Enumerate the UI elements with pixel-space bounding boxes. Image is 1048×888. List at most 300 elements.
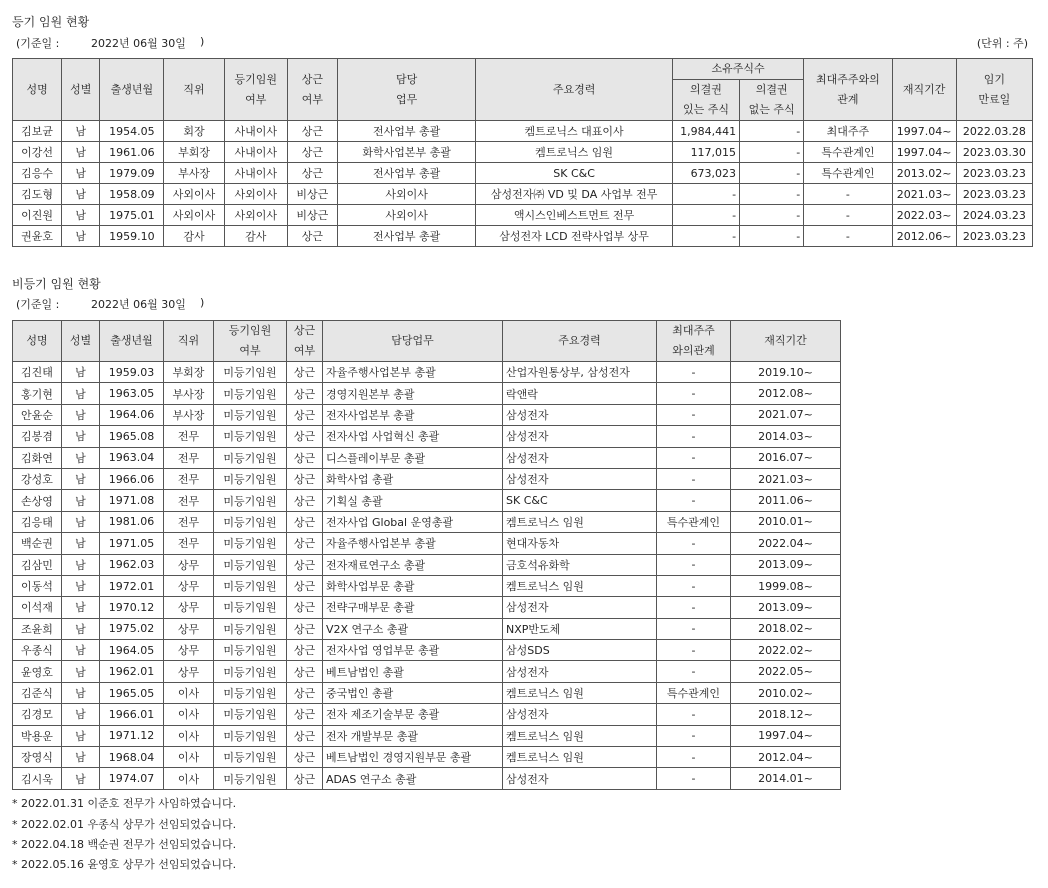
section2-basis-close: ) xyxy=(200,296,205,309)
table-cell: 남 xyxy=(62,533,100,554)
table-cell: 상무 xyxy=(164,618,214,639)
table-cell: 2022.03~ xyxy=(892,205,956,226)
table-row xyxy=(13,682,841,703)
table-cell: 켐트로닉스 임원 xyxy=(503,682,657,703)
table-cell: 남 xyxy=(62,142,100,163)
table-cell: 미등기임원 xyxy=(214,640,287,661)
table-cell: 경영지원본부 총괄 xyxy=(323,383,503,404)
table-cell: 1975.01 xyxy=(100,205,164,226)
table-cell: 켐트로닉스 임원 xyxy=(503,575,657,596)
table-cell: 특수관계인 xyxy=(804,163,892,184)
table-row xyxy=(13,554,841,575)
table-cell: 2022.03.28 xyxy=(956,121,1032,142)
table-row xyxy=(13,362,841,383)
table-row xyxy=(13,490,841,511)
table-cell: 미등기임원 xyxy=(214,747,287,768)
table-cell: 강성호 xyxy=(13,468,62,489)
header2-gender: 성별 xyxy=(62,321,100,362)
table-cell: 김봉겸 xyxy=(13,426,62,447)
table-cell: 이사 xyxy=(164,704,214,725)
table-cell: 2021.07~ xyxy=(731,404,841,425)
header-gender: 성별 xyxy=(62,59,100,121)
table-cell: 상근 xyxy=(287,511,323,532)
table-cell: 이강선 xyxy=(13,142,62,163)
table-cell: 1975.02 xyxy=(100,618,164,639)
table-cell: 사외이사 xyxy=(337,184,475,205)
table-cell: SK C&C xyxy=(503,490,657,511)
table-cell: 미등기임원 xyxy=(214,554,287,575)
table-cell: 2012.04~ xyxy=(731,747,841,768)
table-cell: 감사 xyxy=(164,226,224,247)
table-cell: 2012.08~ xyxy=(731,383,841,404)
table-cell: 1997.04~ xyxy=(731,725,841,746)
table-cell: 사외이사 xyxy=(164,205,224,226)
registered-officers-table xyxy=(12,58,1033,247)
table-cell: 1964.06 xyxy=(100,404,164,425)
table-cell: 남 xyxy=(62,554,100,575)
header-position: 직위 xyxy=(164,59,224,121)
table-cell: 부회장 xyxy=(164,142,224,163)
table-cell: 김도형 xyxy=(13,184,62,205)
table-cell: 박용운 xyxy=(13,725,62,746)
table-cell: 전무 xyxy=(164,490,214,511)
table-cell: 남 xyxy=(62,121,100,142)
header-nonvoting: 의결권 없는 주식 xyxy=(740,80,804,121)
table-cell: 남 xyxy=(62,597,100,618)
table-cell: - xyxy=(657,597,731,618)
table-cell: 액시스인베스트먼트 전무 xyxy=(476,205,673,226)
table-cell: 김화연 xyxy=(13,447,62,468)
table-cell: 상근 xyxy=(287,575,323,596)
table-row xyxy=(13,533,841,554)
table-cell: 전자사업 영업부문 총괄 xyxy=(323,640,503,661)
table-cell: 1965.05 xyxy=(100,682,164,703)
table-cell: 이사 xyxy=(164,768,214,789)
table-cell: - xyxy=(740,226,804,247)
table-cell: 이석재 xyxy=(13,597,62,618)
table-cell: 1954.05 xyxy=(100,121,164,142)
table-cell: 상근 xyxy=(287,661,323,682)
table-cell: 상근 xyxy=(287,554,323,575)
table-cell: 남 xyxy=(62,447,100,468)
table-cell: 2023.03.30 xyxy=(956,142,1032,163)
table-row xyxy=(13,383,841,404)
non-registered-officers-table xyxy=(12,320,841,790)
table-cell: 비상근 xyxy=(287,184,337,205)
table-cell: - xyxy=(657,618,731,639)
table-cell: 남 xyxy=(62,226,100,247)
table-row xyxy=(13,511,841,532)
table-cell: 상근 xyxy=(287,533,323,554)
table-cell: 1963.05 xyxy=(100,383,164,404)
header-duty: 담당 업무 xyxy=(337,59,475,121)
table-cell: 1979.09 xyxy=(100,163,164,184)
table-cell: 1959.10 xyxy=(100,226,164,247)
table-cell: - xyxy=(657,747,731,768)
table-cell: 1999.08~ xyxy=(731,575,841,596)
table-cell: 화학사업 총괄 xyxy=(323,468,503,489)
table-cell: - xyxy=(657,640,731,661)
table-cell: 2010.02~ xyxy=(731,682,841,703)
header-fulltime: 상근 여부 xyxy=(287,59,337,121)
table-cell: 남 xyxy=(62,468,100,489)
table-cell: 미등기임원 xyxy=(214,404,287,425)
header-shares: 소유주식수 xyxy=(672,59,803,80)
table-cell: 윤영호 xyxy=(13,661,62,682)
table-cell: 상근 xyxy=(287,163,337,184)
table-cell: 미등기임원 xyxy=(214,490,287,511)
table-cell: 미등기임원 xyxy=(214,426,287,447)
table-cell: 전무 xyxy=(164,447,214,468)
table-cell: 전사업부 총괄 xyxy=(337,163,475,184)
table-cell: 2013.02~ xyxy=(892,163,956,184)
table-cell: 2023.03.23 xyxy=(956,163,1032,184)
table-cell: 1959.03 xyxy=(100,362,164,383)
table-cell: 상근 xyxy=(287,704,323,725)
table-cell: 삼성SDS xyxy=(503,640,657,661)
table-cell: 2018.02~ xyxy=(731,618,841,639)
table-row xyxy=(13,404,841,425)
table-cell: - xyxy=(657,704,731,725)
table-cell: 남 xyxy=(62,768,100,789)
header2-career: 주요경력 xyxy=(503,321,657,362)
table-cell: 사외이사 xyxy=(224,205,287,226)
table-cell: - xyxy=(804,205,892,226)
header-term: 임기 만료일 xyxy=(956,59,1032,121)
table-cell: 삼성전자 xyxy=(503,468,657,489)
table-cell: 2022.05~ xyxy=(731,661,841,682)
table-cell: 사외이사 xyxy=(337,205,475,226)
table-cell: 남 xyxy=(62,725,100,746)
table-cell: 자율주행사업본부 총괄 xyxy=(323,362,503,383)
table-cell: V2X 연구소 총괄 xyxy=(323,618,503,639)
table-cell: 삼성전자 xyxy=(503,661,657,682)
table-cell: SK C&C xyxy=(476,163,673,184)
table-cell: 117,015 xyxy=(672,142,739,163)
table-cell: - xyxy=(657,533,731,554)
table-cell: 1961.06 xyxy=(100,142,164,163)
table-cell: 1958.09 xyxy=(100,184,164,205)
table-cell: 전무 xyxy=(164,468,214,489)
table-cell: 기획실 총괄 xyxy=(323,490,503,511)
table-cell: 2016.07~ xyxy=(731,447,841,468)
table-cell: 1971.05 xyxy=(100,533,164,554)
table-cell: 우종식 xyxy=(13,640,62,661)
table-row xyxy=(13,426,841,447)
table-cell: 미등기임원 xyxy=(214,725,287,746)
table-cell: - xyxy=(657,426,731,447)
table-cell: 미등기임원 xyxy=(214,682,287,703)
table-cell: 1971.08 xyxy=(100,490,164,511)
table-cell: 2014.01~ xyxy=(731,768,841,789)
table-row xyxy=(13,747,841,768)
table-cell: 남 xyxy=(62,362,100,383)
table-cell: 상근 xyxy=(287,404,323,425)
table-cell: 김준식 xyxy=(13,682,62,703)
section2-basis-date: 2022년 06월 30일 xyxy=(91,298,186,311)
table-cell: 1974.07 xyxy=(100,768,164,789)
table-cell: 2023.03.23 xyxy=(956,226,1032,247)
table-cell: 중국법인 총괄 xyxy=(323,682,503,703)
table-cell: - xyxy=(657,725,731,746)
table-cell: 1972.01 xyxy=(100,575,164,596)
table-cell: - xyxy=(740,121,804,142)
table-cell: 김응태 xyxy=(13,511,62,532)
table-cell: 남 xyxy=(62,640,100,661)
table-cell: 상근 xyxy=(287,618,323,639)
table-cell: 삼성전자 LCD 전략사업부 상무 xyxy=(476,226,673,247)
table-cell: 남 xyxy=(62,511,100,532)
table-cell: 사외이사 xyxy=(164,184,224,205)
table-cell: 1997.04~ xyxy=(892,121,956,142)
table-cell: 이진원 xyxy=(13,205,62,226)
table-cell: - xyxy=(657,490,731,511)
table-cell: 상무 xyxy=(164,554,214,575)
table-cell: 특수관계인 xyxy=(804,142,892,163)
table-cell: 백순권 xyxy=(13,533,62,554)
table-cell: - xyxy=(740,184,804,205)
table-cell: 켐트로닉스 임원 xyxy=(476,142,673,163)
table-cell: 삼성전자 xyxy=(503,768,657,789)
table-cell: 2021.03~ xyxy=(892,184,956,205)
header-name: 성명 xyxy=(13,59,62,121)
table-cell: 남 xyxy=(62,404,100,425)
table-row xyxy=(13,661,841,682)
table-cell: 상근 xyxy=(287,682,323,703)
table-cell: 미등기임원 xyxy=(214,704,287,725)
table-cell: 2024.03.23 xyxy=(956,205,1032,226)
table-cell: 전자사업본부 총괄 xyxy=(323,404,503,425)
section1-basis-date: 2022년 06월 30일 xyxy=(91,37,186,50)
table-cell: 전자사업 사업혁신 총괄 xyxy=(323,426,503,447)
table-cell: 삼성전자 xyxy=(503,426,657,447)
table-cell: 남 xyxy=(62,661,100,682)
table-cell: 2019.10~ xyxy=(731,362,841,383)
table-cell: 화학사업본부 총괄 xyxy=(337,142,475,163)
table-cell: 미등기임원 xyxy=(214,447,287,468)
table-cell: 삼성전자 xyxy=(503,704,657,725)
table-row xyxy=(13,163,1033,184)
table-cell: 상근 xyxy=(287,121,337,142)
table-cell: 1965.08 xyxy=(100,426,164,447)
table-cell: 산업자원통상부, 삼성전자 xyxy=(503,362,657,383)
table-cell: 1968.04 xyxy=(100,747,164,768)
header2-registered: 등기임원 여부 xyxy=(214,321,287,362)
header-registered: 등기임원 여부 xyxy=(224,59,287,121)
table-cell: 673,023 xyxy=(672,163,739,184)
table-cell: 1962.03 xyxy=(100,554,164,575)
table-cell: 미등기임원 xyxy=(214,383,287,404)
table-cell: 이사 xyxy=(164,747,214,768)
table-cell: 남 xyxy=(62,184,100,205)
table-cell: 현대자동차 xyxy=(503,533,657,554)
table-cell: - xyxy=(657,468,731,489)
table-cell: 디스플레이부문 총괄 xyxy=(323,447,503,468)
table-cell: 2012.06~ xyxy=(892,226,956,247)
table-cell: 1963.04 xyxy=(100,447,164,468)
table-cell: ADAS 연구소 총괄 xyxy=(323,768,503,789)
table-cell: 2021.03~ xyxy=(731,468,841,489)
table-cell: 이사 xyxy=(164,725,214,746)
table-cell: 켐트로닉스 임원 xyxy=(503,511,657,532)
header2-birth: 출생년월 xyxy=(100,321,164,362)
table-cell: 상근 xyxy=(287,142,337,163)
table-cell: 상근 xyxy=(287,226,337,247)
header2-name: 성명 xyxy=(13,321,62,362)
table-cell: 2023.03.23 xyxy=(956,184,1032,205)
table-cell: 켐트로닉스 대표이사 xyxy=(476,121,673,142)
header2-tenure: 재직기간 xyxy=(731,321,841,362)
table-cell: 상근 xyxy=(287,362,323,383)
table-cell: 1966.01 xyxy=(100,704,164,725)
table-cell: 상근 xyxy=(287,747,323,768)
table-cell: 상근 xyxy=(287,490,323,511)
table-cell: 켐트로닉스 임원 xyxy=(503,747,657,768)
table-cell: 남 xyxy=(62,682,100,703)
note-3: * 2022.04.18 백순권 전무가 선임되었습니다. xyxy=(12,838,237,851)
table-cell: 베트남법인 경영지원부문 총괄 xyxy=(323,747,503,768)
table-cell: 미등기임원 xyxy=(214,468,287,489)
header-tenure: 재직기간 xyxy=(892,59,956,121)
table-cell: 2014.03~ xyxy=(731,426,841,447)
table-cell: 감사 xyxy=(224,226,287,247)
table-cell: 전무 xyxy=(164,426,214,447)
table-cell: 금호석유화학 xyxy=(503,554,657,575)
note-4: * 2022.05.16 윤영호 상무가 선임되었습니다. xyxy=(12,858,237,871)
section1-unit: (단위 : 주) xyxy=(976,37,1028,50)
table-row xyxy=(13,618,841,639)
table-cell: 최대주주 xyxy=(804,121,892,142)
table-cell: 미등기임원 xyxy=(214,768,287,789)
table-cell: 안윤순 xyxy=(13,404,62,425)
table-cell: 상무 xyxy=(164,640,214,661)
table-cell: 사외이사 xyxy=(224,184,287,205)
table-row xyxy=(13,468,841,489)
table-row xyxy=(13,447,841,468)
table-cell: 미등기임원 xyxy=(214,575,287,596)
table-cell: 남 xyxy=(62,205,100,226)
table-cell: 특수관계인 xyxy=(657,682,731,703)
table-cell: 남 xyxy=(62,704,100,725)
table-cell: 베트남법인 총괄 xyxy=(323,661,503,682)
table-cell: 상근 xyxy=(287,468,323,489)
table-cell: 2013.09~ xyxy=(731,554,841,575)
table-cell: 전자재료연구소 총괄 xyxy=(323,554,503,575)
table-cell: - xyxy=(657,404,731,425)
table-row xyxy=(13,704,841,725)
table-cell: 장영식 xyxy=(13,747,62,768)
table-row xyxy=(13,226,1033,247)
note-1: * 2022.01.31 이준호 전무가 사임하였습니다. xyxy=(12,797,237,810)
table-cell: 1970.12 xyxy=(100,597,164,618)
table-cell: 김응수 xyxy=(13,163,62,184)
table-cell: 부사장 xyxy=(164,383,214,404)
table-cell: 부사장 xyxy=(164,404,214,425)
table-cell: 자율주행사업본부 총괄 xyxy=(323,533,503,554)
table-cell: 미등기임원 xyxy=(214,618,287,639)
table-row xyxy=(13,725,841,746)
table-cell: 1964.05 xyxy=(100,640,164,661)
table-cell: 미등기임원 xyxy=(214,362,287,383)
table-row xyxy=(13,768,841,789)
table-cell: 남 xyxy=(62,426,100,447)
table-cell: 전무 xyxy=(164,511,214,532)
section2-basis-label: (기준일 : xyxy=(16,298,60,311)
header2-fulltime: 상근 여부 xyxy=(287,321,323,362)
table-cell: 남 xyxy=(62,575,100,596)
table-cell: 김진태 xyxy=(13,362,62,383)
table-cell: 락앤락 xyxy=(503,383,657,404)
table-cell: 삼성전자 xyxy=(503,597,657,618)
table-cell: 상근 xyxy=(287,597,323,618)
header-voting: 의결권 있는 주식 xyxy=(672,80,739,121)
table-cell: - xyxy=(672,205,739,226)
table-cell: - xyxy=(804,184,892,205)
table-row xyxy=(13,184,1033,205)
table-cell: - xyxy=(804,226,892,247)
header-relation: 최대주주와의 관계 xyxy=(804,59,892,121)
table-row xyxy=(13,205,1033,226)
table-cell: 전사업부 총괄 xyxy=(337,226,475,247)
table-cell: 미등기임원 xyxy=(214,511,287,532)
table-cell: 1981.06 xyxy=(100,511,164,532)
table-cell: - xyxy=(672,226,739,247)
table-cell: 상근 xyxy=(287,768,323,789)
table-cell: 남 xyxy=(62,163,100,184)
header2-relation: 최대주주 와의관계 xyxy=(657,321,731,362)
section1-title: 등기 임원 현황 xyxy=(12,15,90,29)
table-cell: 남 xyxy=(62,490,100,511)
table-cell: 권윤호 xyxy=(13,226,62,247)
table-cell: 특수관계인 xyxy=(657,511,731,532)
table-cell: 사내이사 xyxy=(224,142,287,163)
note-2: * 2022.02.01 우종식 상무가 선임되었습니다. xyxy=(12,818,237,831)
table-cell: 상근 xyxy=(287,725,323,746)
table-cell: - xyxy=(657,554,731,575)
table-cell: 삼성전자㈜ VD 및 DA 사업부 전무 xyxy=(476,184,673,205)
table-cell: 1997.04~ xyxy=(892,142,956,163)
table-cell: 홍기현 xyxy=(13,383,62,404)
header2-position: 직위 xyxy=(164,321,214,362)
table-cell: 김경모 xyxy=(13,704,62,725)
header-birth: 출생년월 xyxy=(100,59,164,121)
table-cell: 상근 xyxy=(287,426,323,447)
table-cell: 전자 제조기술부문 총괄 xyxy=(323,704,503,725)
table-cell: 부사장 xyxy=(164,163,224,184)
table-cell: 이동석 xyxy=(13,575,62,596)
header-career: 주요경력 xyxy=(476,59,673,121)
table-cell: 1971.12 xyxy=(100,725,164,746)
table-cell: 전무 xyxy=(164,533,214,554)
table-cell: 켐트로닉스 임원 xyxy=(503,725,657,746)
table-cell: 미등기임원 xyxy=(214,533,287,554)
table-cell: 2010.01~ xyxy=(731,511,841,532)
section1-basis-label: (기준일 : xyxy=(16,37,60,50)
table-cell: - xyxy=(657,447,731,468)
table-cell: - xyxy=(657,575,731,596)
table-cell: - xyxy=(740,163,804,184)
table-cell: 김삼민 xyxy=(13,554,62,575)
table-cell: 상근 xyxy=(287,447,323,468)
table-cell: 회장 xyxy=(164,121,224,142)
table-cell: 미등기임원 xyxy=(214,661,287,682)
table-cell: 2022.02~ xyxy=(731,640,841,661)
header2-duty: 담당업무 xyxy=(323,321,503,362)
table-cell: 상근 xyxy=(287,383,323,404)
table-cell: 상무 xyxy=(164,661,214,682)
table-cell: 상무 xyxy=(164,575,214,596)
table-cell: 조윤희 xyxy=(13,618,62,639)
